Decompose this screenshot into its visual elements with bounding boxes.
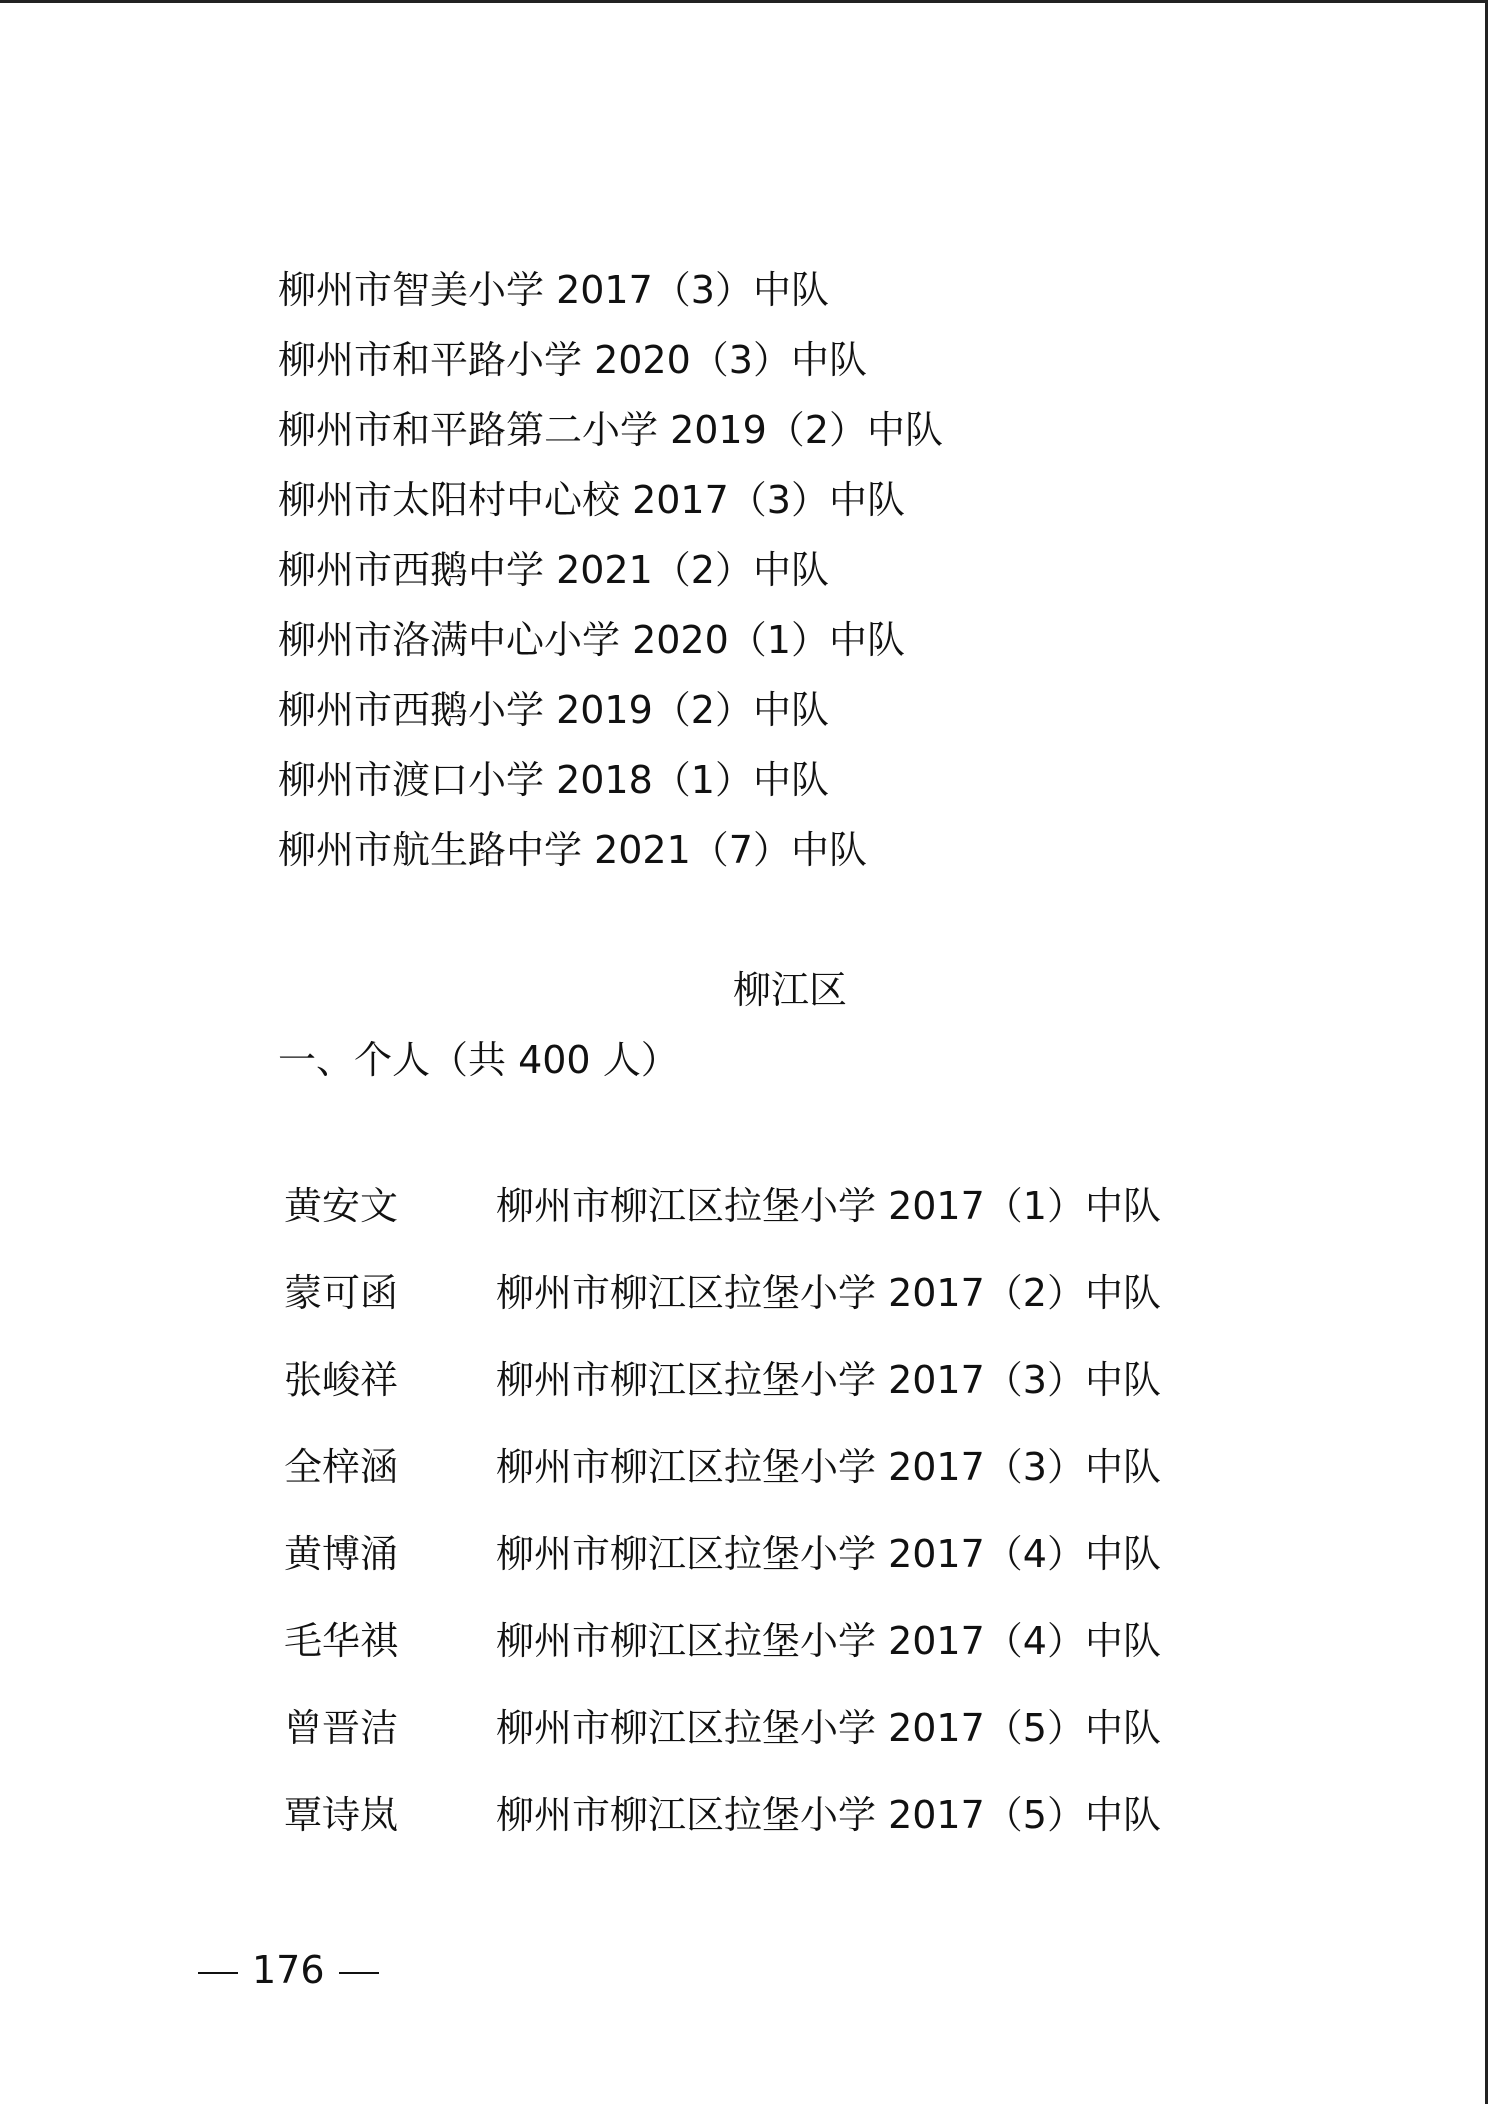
school-unit-line: 柳州市西鹅中学 2021（2）中队 bbox=[278, 548, 829, 592]
person-name: 张峻祥 bbox=[284, 1358, 399, 1402]
person-name: 黄安文 bbox=[284, 1184, 399, 1228]
person-unit: 柳州市柳江区拉堡小学 2017（3）中队 bbox=[496, 1358, 1161, 1402]
page-number-value: 176 bbox=[252, 1948, 325, 1992]
person-unit: 柳州市柳江区拉堡小学 2017（2）中队 bbox=[496, 1271, 1161, 1315]
school-unit-line: 柳州市智美小学 2017（3）中队 bbox=[278, 268, 829, 312]
dash-left bbox=[198, 1972, 238, 1974]
person-unit: 柳州市柳江区拉堡小学 2017（5）中队 bbox=[496, 1706, 1161, 1750]
person-name: 黄博涌 bbox=[284, 1532, 399, 1576]
person-name: 毛华祺 bbox=[284, 1619, 399, 1663]
person-unit: 柳州市柳江区拉堡小学 2017（3）中队 bbox=[496, 1445, 1161, 1489]
school-unit-line: 柳州市渡口小学 2018（1）中队 bbox=[278, 758, 829, 802]
school-unit-line: 柳州市和平路第二小学 2019（2）中队 bbox=[278, 408, 943, 452]
person-unit: 柳州市柳江区拉堡小学 2017（1）中队 bbox=[496, 1184, 1161, 1228]
school-unit-line: 柳州市和平路小学 2020（3）中队 bbox=[278, 338, 867, 382]
school-unit-line: 柳州市航生路中学 2021（7）中队 bbox=[278, 828, 867, 872]
page-top-border bbox=[0, 0, 1488, 3]
person-name: 蒙可函 bbox=[284, 1271, 399, 1315]
person-name: 曾晋洁 bbox=[284, 1706, 399, 1750]
dash-right bbox=[339, 1972, 379, 1974]
person-unit: 柳州市柳江区拉堡小学 2017（4）中队 bbox=[496, 1532, 1161, 1576]
page-number bbox=[198, 1945, 393, 1995]
school-unit-line: 柳州市太阳村中心校 2017（3）中队 bbox=[278, 478, 905, 522]
person-name: 全梓涵 bbox=[284, 1445, 399, 1489]
person-unit: 柳州市柳江区拉堡小学 2017（4）中队 bbox=[496, 1619, 1161, 1663]
school-unit-line: 柳州市西鹅小学 2019（2）中队 bbox=[278, 688, 829, 732]
section-heading: 一、个人（共 400 人） bbox=[278, 1038, 679, 1082]
district-heading: 柳江区 bbox=[732, 968, 847, 1012]
school-unit-line: 柳州市洛满中心小学 2020（1）中队 bbox=[278, 618, 905, 662]
person-name: 覃诗岚 bbox=[284, 1793, 399, 1837]
person-unit: 柳州市柳江区拉堡小学 2017（5）中队 bbox=[496, 1793, 1161, 1837]
